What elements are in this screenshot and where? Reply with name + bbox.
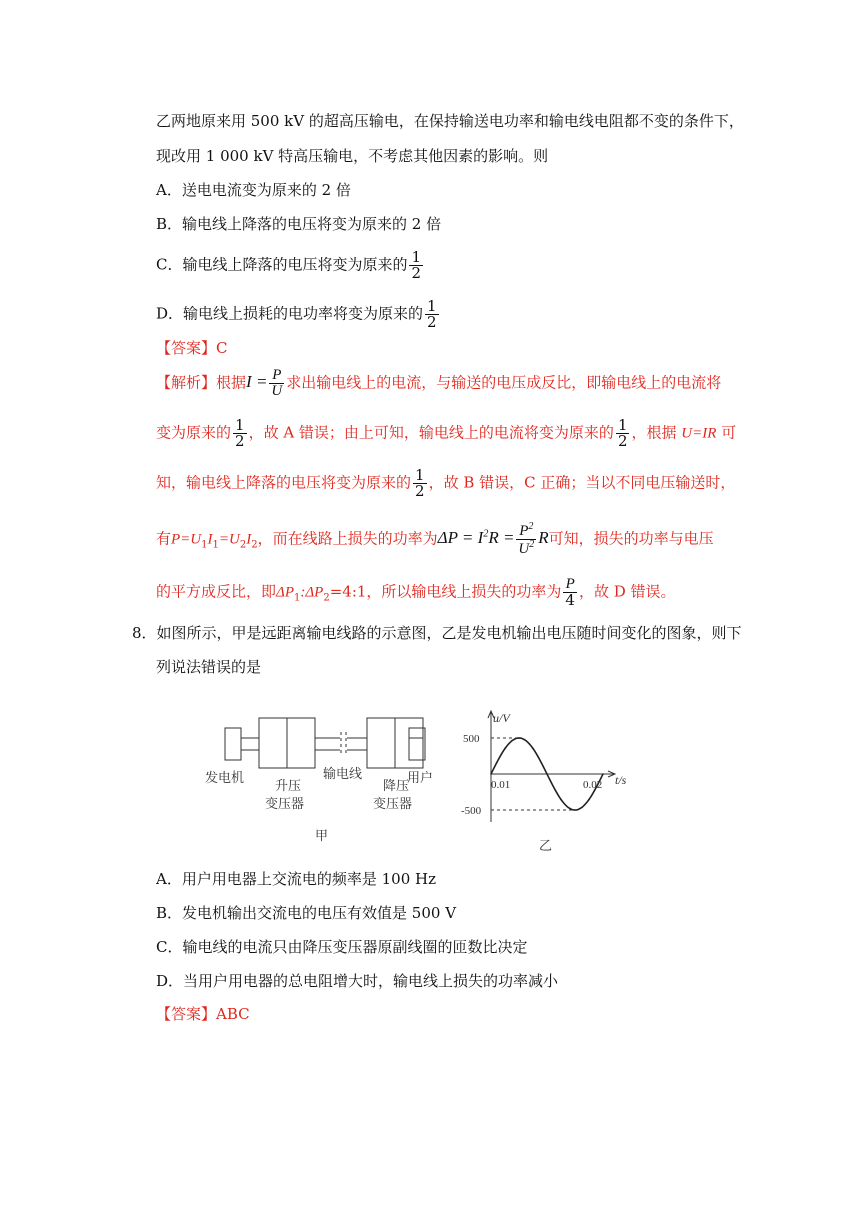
label-step-up-2: 变压器 bbox=[265, 796, 305, 811]
q7-stem-line1: 乙两地原来用 500 kV 的超高压输电，在保持输送电功率和输电线电阻都不变的条件下， bbox=[156, 112, 744, 130]
analysis-label: 【解析】 bbox=[156, 373, 217, 392]
q7-stem-line2: 现改用 1 000 kV 特高压输电，不考虑其他因素的影响。则 bbox=[156, 147, 549, 165]
label-step-up-1: 升压 bbox=[275, 778, 302, 793]
q8-answer bbox=[156, 1004, 250, 1024]
fraction-half: $\frac{1}{2}$ bbox=[427, 297, 437, 331]
voltage-time-chart bbox=[488, 711, 615, 822]
q8-stem-line1: 8．如图所示，甲是远距离输电线路的示意图，乙是发电机输出电压随时间变化的图象，则下 bbox=[132, 624, 742, 642]
answer-value: C bbox=[216, 339, 228, 357]
y-axis-label: u/V bbox=[493, 711, 510, 725]
q7-analysis-line1: 【解析】根据I = $\frac{P}{U}$ 求出输电线上的电流，与输送的电压成反比，即输电线上的电流将 bbox=[156, 367, 722, 399]
q8-stem-line2: 列说法错误的是 bbox=[156, 658, 262, 676]
step-down-transformer-left bbox=[367, 718, 395, 768]
x-tick-2: 0.02 bbox=[583, 779, 603, 791]
x-axis-label: t/s bbox=[615, 773, 627, 787]
q7-analysis-line5: 的平方成反比，即$\Delta P_1:\Delta P_2=4:1$，所以输电线上损失的功率为 $\frac{P}{4}$ ，故 D 错误。 bbox=[156, 576, 676, 609]
formula-i-p-over-u: I = $\frac{P}{U}$ bbox=[246, 367, 283, 399]
step-up-transformer-left bbox=[259, 718, 287, 768]
q7-analysis-line2: 变为原来的 $\frac{1}{2}$ ，故 A 错误；由上可知，输电线上的电流将变为原来的 $\frac{1}{2}$ ，根据 U=IR 可 bbox=[156, 416, 737, 450]
generator-box bbox=[225, 728, 241, 760]
q7-option-c bbox=[156, 250, 425, 281]
fraction-half: $\frac{1}{2}$ bbox=[411, 248, 422, 282]
q7-analysis-line4: 有$P=U_1I_1=U_2I_2$，而在线路上损失的功率为$\Delta P = I^2R$ = $\frac{P^2}{U^2}$ R可知，损失的功率与电压 bbox=[156, 521, 714, 557]
answer-label: 【答案】 bbox=[156, 1005, 217, 1023]
q8-option-d: D．当用户用电器的总电阻增大时，输电线上损失的功率减小 bbox=[156, 972, 559, 990]
caption-jia: 甲 bbox=[315, 828, 329, 843]
x-tick-1: 0.01 bbox=[491, 779, 511, 791]
data-point bbox=[588, 799, 590, 801]
data-point bbox=[518, 737, 520, 739]
figure-svg bbox=[195, 700, 625, 860]
formula-power-loss: $\Delta P = I^2R$ = $\frac{P^2}{U^2}$ R bbox=[437, 521, 549, 557]
q8-option-b: B．发电机输出交流电的电压有效值是 500 V bbox=[156, 904, 457, 922]
data-point bbox=[504, 748, 506, 750]
answer-value: ABC bbox=[216, 1005, 250, 1023]
data-point bbox=[602, 773, 604, 775]
answer-label: 【答案】 bbox=[156, 339, 217, 357]
q7-option-a: A．送电电流变为原来的 2 倍 bbox=[156, 181, 351, 199]
q7-analysis-line3: 知，输电线上降落的电压将变为原来的 $\frac{1}{2}$ ，故 B 错误，C 正确；当以不同电压输送时， bbox=[156, 466, 736, 500]
step-up-transformer-right bbox=[287, 718, 315, 768]
figure bbox=[195, 700, 625, 860]
transmission-diagram bbox=[225, 718, 425, 768]
label-user: 用户 bbox=[407, 770, 434, 785]
caption-yi: 乙 bbox=[539, 838, 553, 853]
q7-option-d-text: D．输电线上损耗的电功率将变为原来的 bbox=[156, 304, 424, 323]
data-point bbox=[574, 809, 576, 811]
q7-option-b: B．输电线上降落的电压将变为原来的 2 倍 bbox=[156, 215, 442, 233]
label-line: 输电线 bbox=[323, 766, 363, 781]
q7-answer bbox=[156, 338, 228, 358]
label-generator: 发电机 bbox=[205, 770, 245, 785]
y-tick-bottom: -500 bbox=[461, 805, 482, 817]
label-step-down-2: 变压器 bbox=[373, 796, 413, 811]
q8-option-c: C．输电线的电流只由降压变压器原副线圈的匝数比决定 bbox=[156, 938, 528, 956]
data-point bbox=[490, 773, 492, 775]
data-point bbox=[546, 773, 548, 775]
data-point bbox=[532, 748, 534, 750]
data-point bbox=[560, 799, 562, 801]
q8-option-a: A．用户用电器上交流电的频率是 100 Hz bbox=[156, 870, 436, 888]
q7-option-d bbox=[156, 299, 441, 330]
label-step-down-1: 降压 bbox=[383, 778, 410, 793]
y-tick-top: 500 bbox=[463, 733, 480, 745]
q7-option-c-text: C．输电线上降落的电压将变为原来的 bbox=[156, 255, 408, 274]
